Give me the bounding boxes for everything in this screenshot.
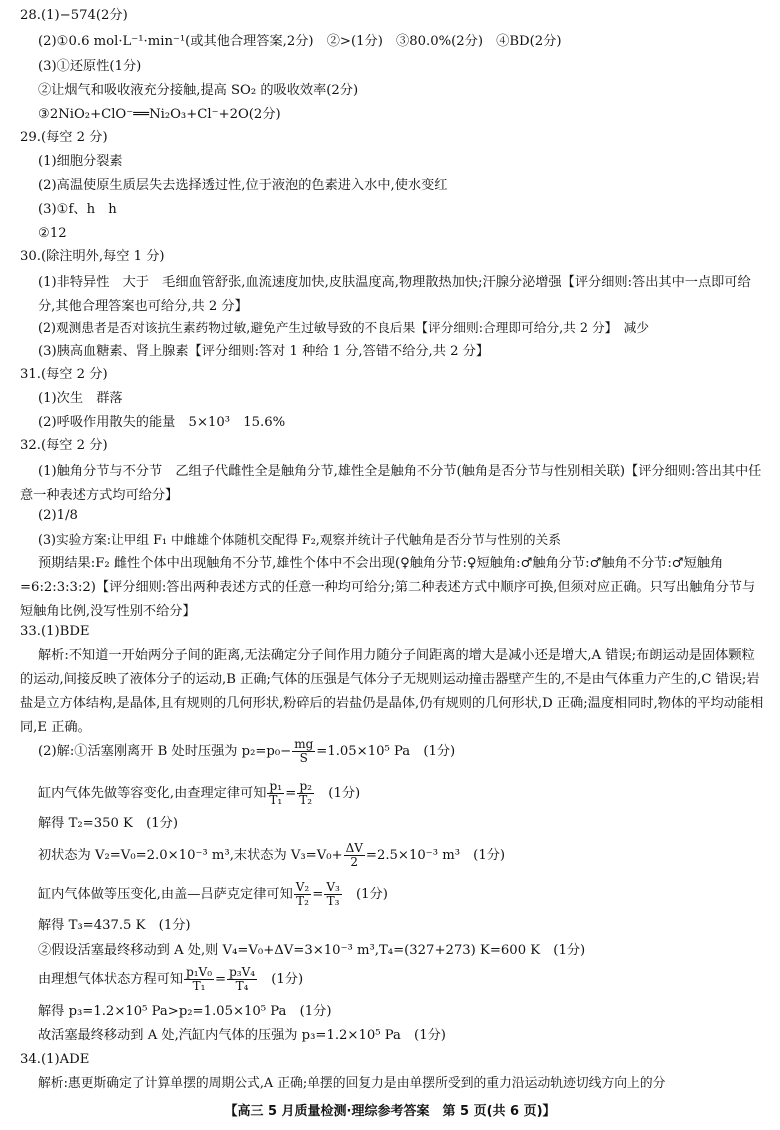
q33-charles-pre: 缸内气体先做等容变化,由查理定律可知 [38,786,267,801]
q29-part2: (2)高温使原生质层失去选择透过性,位于液泡的色素进入水中,使水变红 [38,178,448,193]
q33-charles-post: (1分) [315,786,361,801]
q31-part2: (2)呼吸作用散失的能量 5×10³ 15.6% [38,415,286,430]
q28-part3b: ②让烟气和吸收液充分接触,提高 SO₂ 的吸收效率(2分) [38,83,359,98]
q33-gaylussac-post: (1分) [342,887,388,902]
q33-gaylussac-pre: 缸内气体做等压变化,由盖—吕萨克定律可知 [38,887,293,902]
fraction-denominator: 2 [350,855,359,869]
q33-charles-line [38,780,766,808]
equals-sign: = [312,887,324,902]
q32-part3a: (3)实验方案:让甲组 F₁ 中雌雄个体随机交配得 F₂,观察并统计子代触角是否分节与性别的关系 [38,532,561,547]
fraction-numerator: V₃ [326,880,340,894]
q29-part1: (1)细胞分裂素 [38,154,123,169]
fraction-denominator: T₃ [326,894,340,908]
q32-part2: (2)1/8 [38,508,78,523]
q32-header: 32.(每空 2 分) [20,438,108,453]
q33-volume-pre: 初状态为 V₂=V₀=2.0×10⁻³ m³,末状态为 V₃=V₀+ [38,848,343,863]
q33-part2b: ②假设活塞最终移动到 A 处,则 V₄=V₀+ΔV=3×10⁻³ m³,T₄=(327+273) K=600 K (1分) [38,943,586,958]
q33-final: 故活塞最终移动到 A 处,汽缸内气体的压强为 p₃=1.2×10⁵ Pa (1分) [38,1028,446,1043]
q33-part1: 33.(1)BDE [20,624,90,639]
q33-p2-t2-fraction [297,780,314,807]
q32-part3b: 预期结果:F₂ 雌性个体中出现触角不分节,雄性个体中不会出现(♀触角分节:♀短触角:♂触角分节:♂触角不分节:♂短触角=6:2:3:3:2)【评分细则:答出两种表述方式的任意一种均可给分;第二种表述方式中顺序可换,但须对应正确。只写出触角分节与短触角比例,没写性别不给分】 [20,556,756,619]
q28-part3c: ③2NiO₂+ClO⁻══Ni₂O₃+Cl⁻+2O(2分) [38,107,281,122]
q33-mg-over-s-fraction [292,738,315,765]
q30-header: 30.(除注明外,每空 1 分) [20,249,165,264]
q33-volume-line [38,842,766,870]
q33-p1v0-t1-fraction [184,966,214,993]
q31-part1: (1)次生 群落 [38,391,123,406]
q28-part1: 28.(1)−574(2分) [20,8,128,23]
q33-v2-t2-fraction [294,881,311,908]
q33-volume-post: =2.5×10⁻³ m³ (1分) [365,848,506,863]
fraction-numerator: p₃V₄ [229,965,256,979]
q33-gaylussac-line [38,881,766,909]
q28-part2: (2)①0.6 mol·L⁻¹·min⁻¹(或其他合理答案,2分) ②>(1分) ③80.0%(2分) ④BD(2分) [38,34,562,49]
q29-header: 29.(每空 2 分) [20,130,108,145]
fraction-numerator: V₂ [295,880,310,894]
q33-pressure-line [38,738,766,766]
fraction-numerator: p₁V₀ [186,965,213,979]
q31-header: 31.(每空 2 分) [20,367,108,382]
q33-t3-result: 解得 T₃=437.5 K (1分) [38,918,191,933]
q33-p3-result: 解得 p₃=1.2×10⁵ Pa>p₂=1.05×10⁵ Pa (1分) [38,1004,332,1019]
equals-sign: = [215,972,227,987]
fraction-numerator: p₂ [297,780,314,794]
page-footer: 【高三 5 月质量检测·理综参考答案 第 5 页(共 6 页)】 [224,1104,556,1119]
fraction-numerator: p₁ [267,780,284,794]
fraction-denominator: T₁ [192,979,206,993]
q33-v3-t3-fraction [324,881,341,908]
q29-part3b: ②12 [38,226,67,241]
fraction-numerator: mg [294,737,314,751]
q33-ideal-gas-pre: 由理想气体状态方程可知 [38,972,184,987]
q32-part1: (1)触角分节与不分节 乙组子代雌性全是触角分节,雄性全是触角不分节(触角是否分节与性别相关联)【评分细则:答出其中任意一种表述方式均可给分】 [20,464,762,503]
fraction-denominator: T₂ [296,894,309,908]
q34-part1: 34.(1)ADE [20,1052,90,1067]
q33-pressure-pre: (2)解:①活塞刚离开 B 处时压强为 p₂=p₀− [38,744,292,759]
fraction-numerator: ΔV [345,841,363,855]
q33-analysis: 解析:不知道一开始两分子间的距离,无法确定分子间作用力随分子间距离的增大是减小还是增大,A 错误;布朗运动是固体颗粒的运动,间接反映了液体分子的运动,B 正确;气体的压强是气体分子无规则运动撞击器壁产生的,不是由气体重力产生的,C 错误;岩盐是立方体结构,是晶体,且有规则的几何形状,粉碎后的岩盐仍是晶体,仍有规则的几何形状,D 正确;温度相同时,物体的平均动能相同,E 正确。 [20,648,764,735]
q30-part1: (1)非特异性 大于 毛细血管舒张,血流速度加快,皮肤温度高,物理散热加快;汗腺分泌增强【评分细则:答出其中一点即可给分,其他合理答案也可给分,共 2 分】 [38,275,751,314]
equals-sign: = [285,786,297,801]
q34-analysis: 解析:惠更斯确定了计算单摆的周期公式,A 正确;单摆的回复力是由单摆所受到的重力沿运动轨迹切线方向上的分 [38,1076,666,1091]
fraction-denominator: T₂ [299,793,313,807]
q33-pressure-post: =1.05×10⁵ Pa (1分) [316,744,456,759]
q33-ideal-gas-line [38,966,766,994]
q30-part2: (2)观测患者是否对该抗生素药物过敏,避免产生过敏导致的不良后果【评分细则:合理即可给分,共 2 分】 减少 [38,320,650,335]
q33-p3v4-t4-fraction [227,966,257,993]
q33-dv-over-2-fraction [344,842,365,869]
q30-part3: (3)胰高血糖素、肾上腺素【评分细则:答对 1 种给 1 分,答错不给分,共 2 分】 [38,344,490,359]
fraction-denominator: S [299,751,308,765]
q29-part3a: (3)①f、h h [38,202,117,217]
q28-part3a: (3)①还原性(1分) [38,59,142,74]
fraction-denominator: T₁ [269,793,283,807]
q33-p1-t1-fraction [267,780,284,807]
fraction-denominator: T₄ [235,979,249,993]
q33-ideal-gas-post: (1分) [258,972,304,987]
q33-t2-result: 解得 T₂=350 K (1分) [38,816,178,831]
